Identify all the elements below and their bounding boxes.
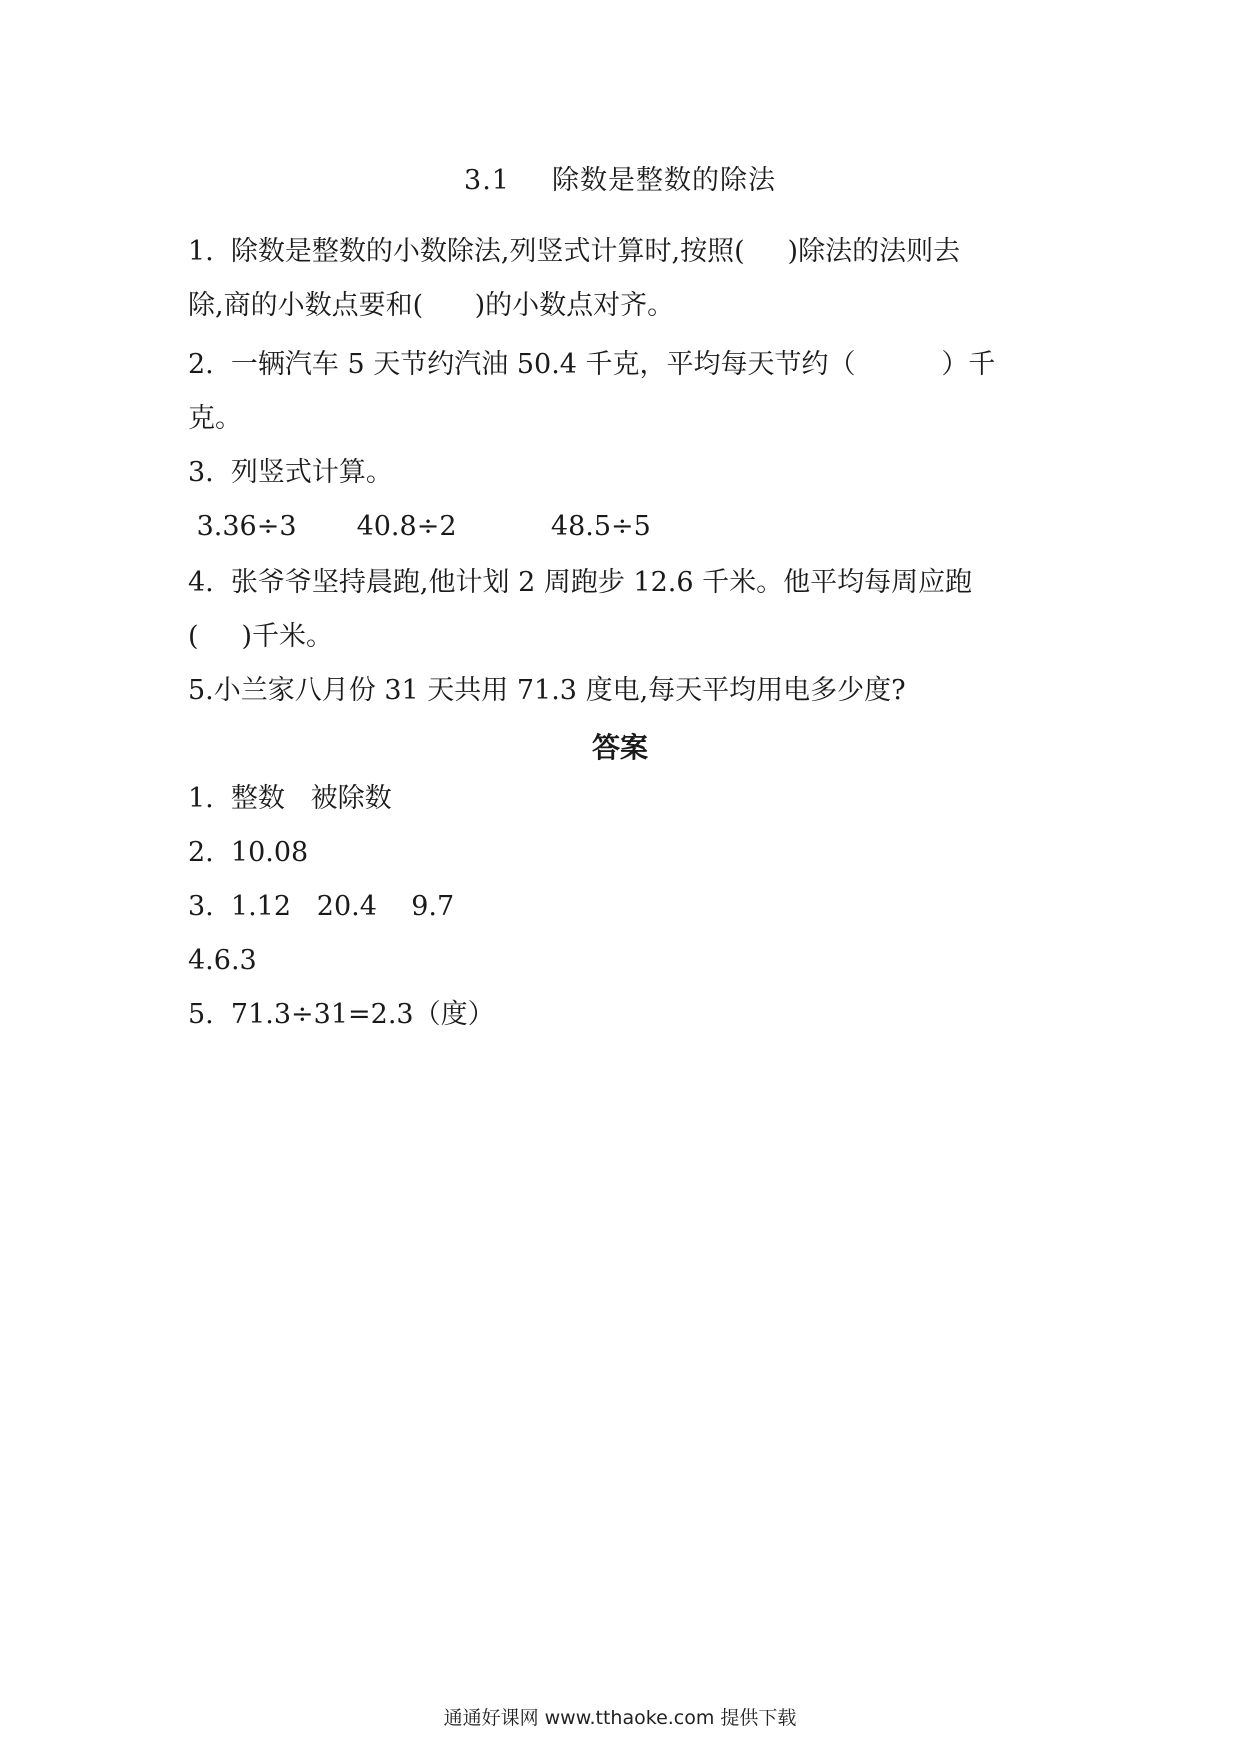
answer-1: 1. 整数 被除数 [188, 783, 392, 814]
answer-3: 3. 1.12 20.4 9.7 [188, 891, 455, 922]
question-4-line-1: 4. 张爷爷坚持晨跑,他计划 2 周跑步 12.6 千米。他平均每周应跑 [188, 567, 973, 598]
section-number: 3.1 [464, 165, 510, 196]
question-1-line-2: 除,商的小数点要和( )的小数点对齐。 [188, 290, 675, 321]
section-title: 除数是整数的除法 [551, 165, 776, 196]
answer-5: 5. 71.3÷31=2.3（度） [188, 999, 495, 1030]
question-5-line-1: 5.小兰家八月份 31 天共用 71.3 度电,每天平均用电多少度? [188, 675, 906, 706]
footer-source: 通通好课网 www.tthaoke.com 提供下载 [443, 1707, 797, 1729]
question-2-line-2: 克。 [188, 403, 242, 434]
question-1-line-1: 1. 除数是整数的小数除法,列竖式计算时,按照( )除法的法则去 [188, 236, 961, 267]
answer-2: 2. 10.08 [188, 837, 309, 868]
question-2-line-1: 2. 一辆汽车 5 天节约汽油 50.4 千克，平均每天节约（ ）千 [188, 349, 996, 380]
question-4-line-2: ( )千米。 [188, 621, 333, 652]
question-3-line-1: 3. 列竖式计算。 [188, 457, 393, 488]
question-3-expressions: 3.36÷3 40.8÷2 48.5÷5 [188, 511, 651, 542]
answer-heading: 答案 [591, 731, 648, 764]
answer-4: 4.6.3 [188, 945, 257, 976]
page-title [0, 158, 1240, 197]
